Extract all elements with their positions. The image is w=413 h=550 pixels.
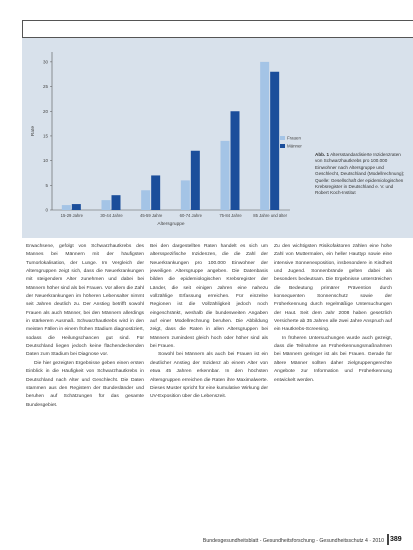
bar-chart bbox=[22, 38, 413, 238]
paragraph: Bei den dargestellten Raten handelt es sich um altersspezifische Inzidenzen, die die Zahl der Neuerkrankungen pro 100.000 Einwohner der jeweiligen Altersgruppe angeben. Die Datenbasis bilden die epidemiologischen Krebsregister der Länder, die seit einigen Jahren eine nahezu vollzählige Erfassung erreichen. Für einzelne Regionen ist die Vollzähligkeit jedoch noch eingeschränkt, weshalb die bundesweiten Angaben auf einer Modellrechnung beruhen. Die Abbildung zeigt, dass die Raten in allen Altersgruppen bei Männern zumindest gleich hoch oder höher sind als bei Frauen. bbox=[150, 244, 268, 350]
bar-männer bbox=[231, 111, 240, 210]
figure-caption bbox=[315, 152, 407, 197]
x-tick-label: 85 Jahre und älter bbox=[253, 213, 288, 218]
page-number: 389 bbox=[390, 536, 402, 543]
bar-frauen bbox=[221, 141, 230, 210]
bar-frauen bbox=[141, 190, 150, 210]
paragraph: Erwachsene, gefolgt von Schwarzhautkrebs des Mannes bei Männern mit der häufigsten Tumorlokalisation, der Lunge. Im Vergleich der Altersgruppen zeigt sich, dass die Neuerkrankungen mit steigendem Alter zunehmen und dabei bei Männern höher sind als bei Frauen. Vor allem die Zahl der Neuerkrankungen im höheren Lebensalter nimmt seit Jahren deutlich zu. Der Anstieg betrifft sowohl Frauen als auch Männer, bei den Männern allerdings in stärkerem Ausmaß. Schwarzhautkrebs wird in den meisten Fällen in einem frühen Stadium diagnostiziert, sodass die Heilungschancen gut sind. Für Deutschland liegen jedoch keine flächendeckenden Daten zum Stadium bei Diagnose vor. bbox=[26, 244, 144, 358]
bar-frauen bbox=[62, 205, 71, 210]
y-tick-label: 0 bbox=[45, 207, 48, 213]
bar-männer bbox=[112, 195, 121, 210]
body-column-2 bbox=[150, 243, 268, 525]
body-column-1 bbox=[26, 243, 144, 525]
y-tick-label: 25 bbox=[42, 84, 48, 90]
caption-text: Altersstandardisierte Inzidenzraten von Schwarzhautkrebs pro 100.000 Einwohner nach Altersgruppe und Geschlecht, Deutschland (Modellrechnung); Quelle: Gesellschaft der epidemiologischen Krebsregister in Deutschland e. V. und Robert Koch-Institut bbox=[315, 152, 405, 196]
y-axis-label: Rate bbox=[31, 125, 36, 137]
x-tick-label: 75-84 Jahre bbox=[219, 213, 242, 218]
paragraph: Sowohl bei Männern als auch bei Frauen ist ein deutlicher Anstieg der Inzidenz ab einem Alter von etwa 45 Jahren erkennbar. In den höchsten Altersgruppen erreichen die Raten ihre Maximalwerte. Dieses Muster spricht für eine kumulative Wirkung der UV-Exposition über die Lebenszeit. bbox=[150, 352, 268, 400]
paragraph: Die hier gezeigten Ergebnisse geben einen ersten Einblick in die Häufigkeit von Schwarzhautkrebs in Deutschland nach Alter und Geschlecht. Die Daten stammen aus den Registern der Bundesländer und beruhen auf Schätzungen für das gesamte Bundesgebiet. bbox=[26, 360, 144, 408]
bar-männer bbox=[270, 72, 279, 210]
y-tick-label: 20 bbox=[42, 108, 48, 114]
legend-label: Männer bbox=[287, 143, 302, 149]
x-tick-label: 60-74 Jahre bbox=[179, 213, 203, 218]
x-tick-label: 15-29 Jahre bbox=[60, 213, 84, 218]
running-footer: Bundesgesundheitsblatt - Gesundheitsforschung - Gesundheitsschutz 4 · 2010 bbox=[202, 538, 384, 544]
y-tick-label: 5 bbox=[45, 182, 48, 188]
bar-frauen bbox=[102, 200, 111, 210]
bar-frauen bbox=[260, 62, 269, 210]
legend-label: Frauen bbox=[287, 135, 301, 141]
body-column-3 bbox=[274, 243, 392, 525]
x-tick-label: 30-44 Jahre bbox=[100, 213, 123, 218]
header-bar bbox=[22, 20, 413, 38]
y-tick-label: 30 bbox=[42, 59, 48, 65]
figure-panel bbox=[22, 38, 413, 238]
bar-männer bbox=[72, 204, 81, 210]
legend-swatch bbox=[280, 144, 285, 148]
page-number-divider bbox=[387, 534, 389, 545]
bar-männer bbox=[191, 151, 200, 210]
caption-label: Abb. 1 bbox=[315, 152, 330, 157]
x-axis-label: Altersgruppe bbox=[157, 222, 185, 227]
bar-männer bbox=[151, 175, 160, 210]
x-tick-label: 45-59 Jahre bbox=[139, 213, 163, 218]
bar-frauen bbox=[181, 180, 190, 210]
legend-swatch bbox=[280, 136, 285, 140]
paragraph: In früheren Untersuchungen wurde auch gezeigt, dass die Teilnahme an Früherkennungsmaßnahmen bei Männern geringer ist als bei Frauen. Gerade für ältere Männer sollten daher zielgruppengerechte Angebote zur Information und Früherkennung entwickelt werden. bbox=[274, 335, 392, 383]
y-tick-label: 15 bbox=[42, 133, 48, 139]
paragraph: Zu den wichtigsten Risikofaktoren zählen eine hohe Zahl von Muttermalen, ein heller Hauttyp sowie eine intensive Sonnenexposition, insbesondere in Kindheit und Jugend. Sonnenbrände gelten dabei als besonders bedeutsam. Die Ergebnisse unterstreichen die Bedeutung primärer Prävention durch konsequenten Sonnenschutz sowie der Früherkennung durch regelmäßige Untersuchungen der Haut. Seit dem Jahr 2008 haben gesetzlich Versicherte ab 35 Jahren alle zwei Jahre Anspruch auf ein Hautkrebs-Screening. bbox=[274, 244, 392, 333]
y-tick-label: 10 bbox=[42, 158, 48, 164]
